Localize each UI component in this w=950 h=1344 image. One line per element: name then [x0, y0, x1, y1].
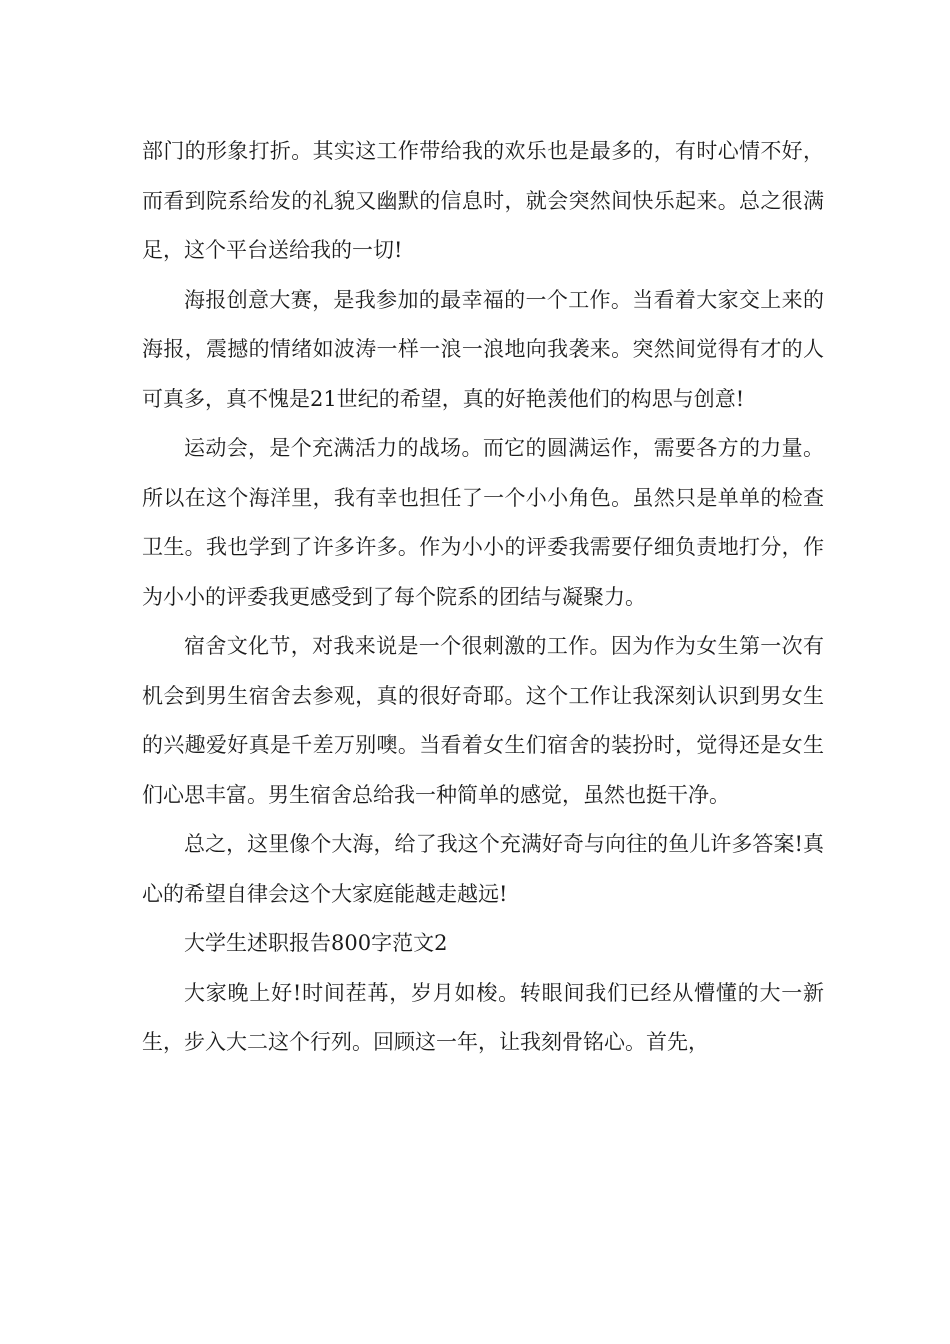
paragraph-1: 部门的形象打折。其实这工作带给我的欢乐也是最多的，有时心情不好，而看到院系给发的礼貌又幽默的信息时，就会突然间快乐起来。总之很满足，这个平台送给我的一切! — [142, 139, 824, 262]
paragraph-3: 运动会，是个充满活力的战场。而它的圆满运作，需要各方的力量。所以在这个海洋里，我有幸也担任了一个小小角色。虽然只是单单的检查卫生。我也学到了许多许多。作为小小的评委我需要仔细负责地打分，作为小小的评委我更感受到了每个院系的团结与凝聚力。 — [142, 436, 824, 609]
paragraph-6: 大家晚上好!时间茬苒，岁月如梭。转眼间我们已经从懵懂的大一新生，步入大二这个行列。回顾这一年，让我刻骨铭心。首先， — [142, 980, 824, 1054]
section-heading: 大学生述职报告800字范文2 — [184, 931, 448, 955]
paragraph-4: 宿舍文化节，对我来说是一个很刺激的工作。因为作为女生第一次有机会到男生宿舍去参观，真的很好奇耶。这个工作让我深刻认识到男女生的兴趣爱好真是千差万别噢。当看着女生们宿舍的装扮时，觉得还是女生们心思丰富。男生宿舍总给我一种简单的感觉，虽然也挺干净。 — [142, 634, 824, 807]
paragraph-5: 总之，这里像个大海，给了我这个充满好奇与向往的鱼儿许多答案!真心的希望自律会这个大家庭能越走越远! — [142, 832, 824, 906]
paragraph-2: 海报创意大赛，是我参加的最幸福的一个工作。当看着大家交上来的海报，震撼的情绪如波涛一样一浪一浪地向我袭来。突然间觉得有才的人可真多，真不愧是21世纪的希望，真的好艳羡他们的构思与创意! — [142, 287, 824, 411]
document-page — [142, 127, 824, 1068]
